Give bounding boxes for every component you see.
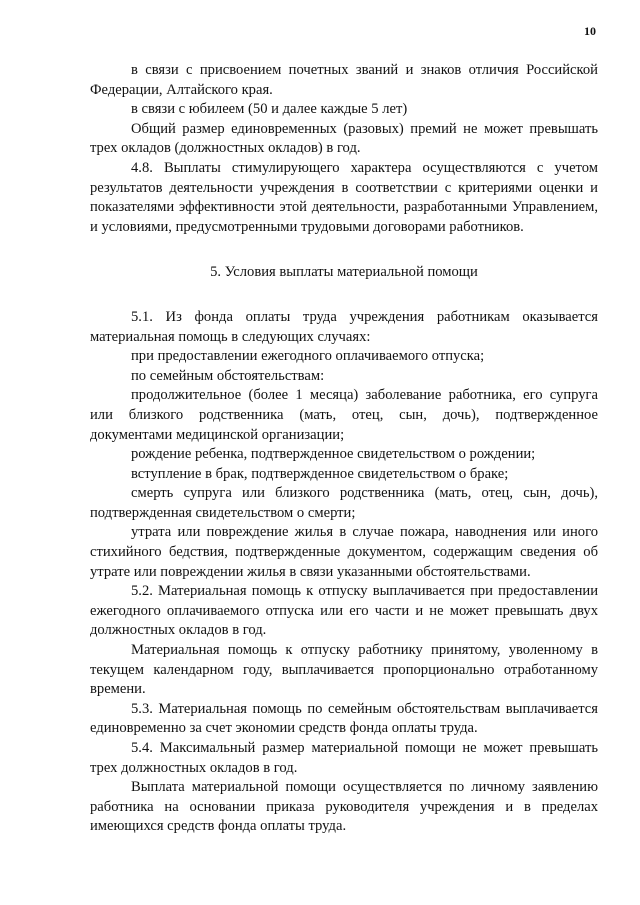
list-item-family: по семейным обстоятельствам: xyxy=(131,367,325,384)
page-number: 10 xyxy=(584,24,596,38)
list-item-housing-loss: утрата или повреждение жилья в случае пожара, наводнения или иного стихийного бедствия, подтвержденные документом, содержащим сведения об утрате или повреждении жилья в связи указанными обстоятельствами. xyxy=(90,524,598,580)
list-item-illness: продолжительное (более 1 месяца) заболевание работника, его супруга или близкого родственника (мать, отец, сын, дочь), подтвержденное документами медицинской организации; xyxy=(90,387,598,443)
paragraph-5-2: 5.2. Материальная помощь к отпуску выплачивается при предоставлении ежегодного оплачиваемого отпуска или его части и не может превышать двух должностных окладов в год. xyxy=(90,583,598,639)
list-item-vacation: при предоставлении ежегодного оплачиваемого отпуска; xyxy=(131,348,485,365)
paragraph-application: Выплата материальной помощи осуществляется по личному заявлению работника на основании приказа руководителя учреждения и в пределах имеющихся средств фонда оплаты труда. xyxy=(90,779,598,835)
paragraph-5-4: 5.4. Максимальный размер материальной помощи не может превышать трех должностных окладов в год. xyxy=(90,740,598,776)
list-item-death: смерть супруга или близкого родственника (мать, отец, сын, дочь), подтвержденная свидетельством о смерти; xyxy=(90,485,598,521)
paragraph-5-3: 5.3. Материальная помощь по семейным обстоятельствам выплачивается единовременно за счет экономии средств фонда оплаты труда. xyxy=(90,700,598,737)
document-body xyxy=(90,61,598,837)
paragraph-bonus-limit: Общий размер единовременных (разовых) премий не может превышать трех окладов (должностных окладов) в год. xyxy=(90,120,598,157)
paragraph-5-1: 5.1. Из фонда оплаты труда учреждения работникам оказывается материальная помощь в следующих случаях: xyxy=(90,308,598,345)
list-item-birth: рождение ребенка, подтвержденное свидетельством о рождении; xyxy=(131,446,536,463)
list-item-marriage: вступление в брак, подтвержденное свидетельством о браке; xyxy=(131,465,509,482)
paragraph-4-8: 4.8. Выплаты стимулирующего характера осуществляются с учетом результатов деятельности учреждения в соответствии с критериями оценки и показателями эффективности этой деятельности, разработанными Управлением, и условиями, предусмотренными трудовыми договорами работников. xyxy=(90,159,598,235)
section-5-heading: 5. Условия выплаты материальной помощи xyxy=(210,264,478,281)
paragraph-proportional: Материальная помощь к отпуску работнику принятому, уволенному в текущем календарном году, выплачивается пропорционально отработанному времени. xyxy=(90,642,598,698)
paragraph-honorary-titles: в связи с присвоением почетных званий и знаков отличия Российской Федерации, Алтайского края. xyxy=(90,62,598,98)
paragraph-jubilee: в связи с юбилеем (50 и далее каждые 5 лет) xyxy=(131,101,408,118)
